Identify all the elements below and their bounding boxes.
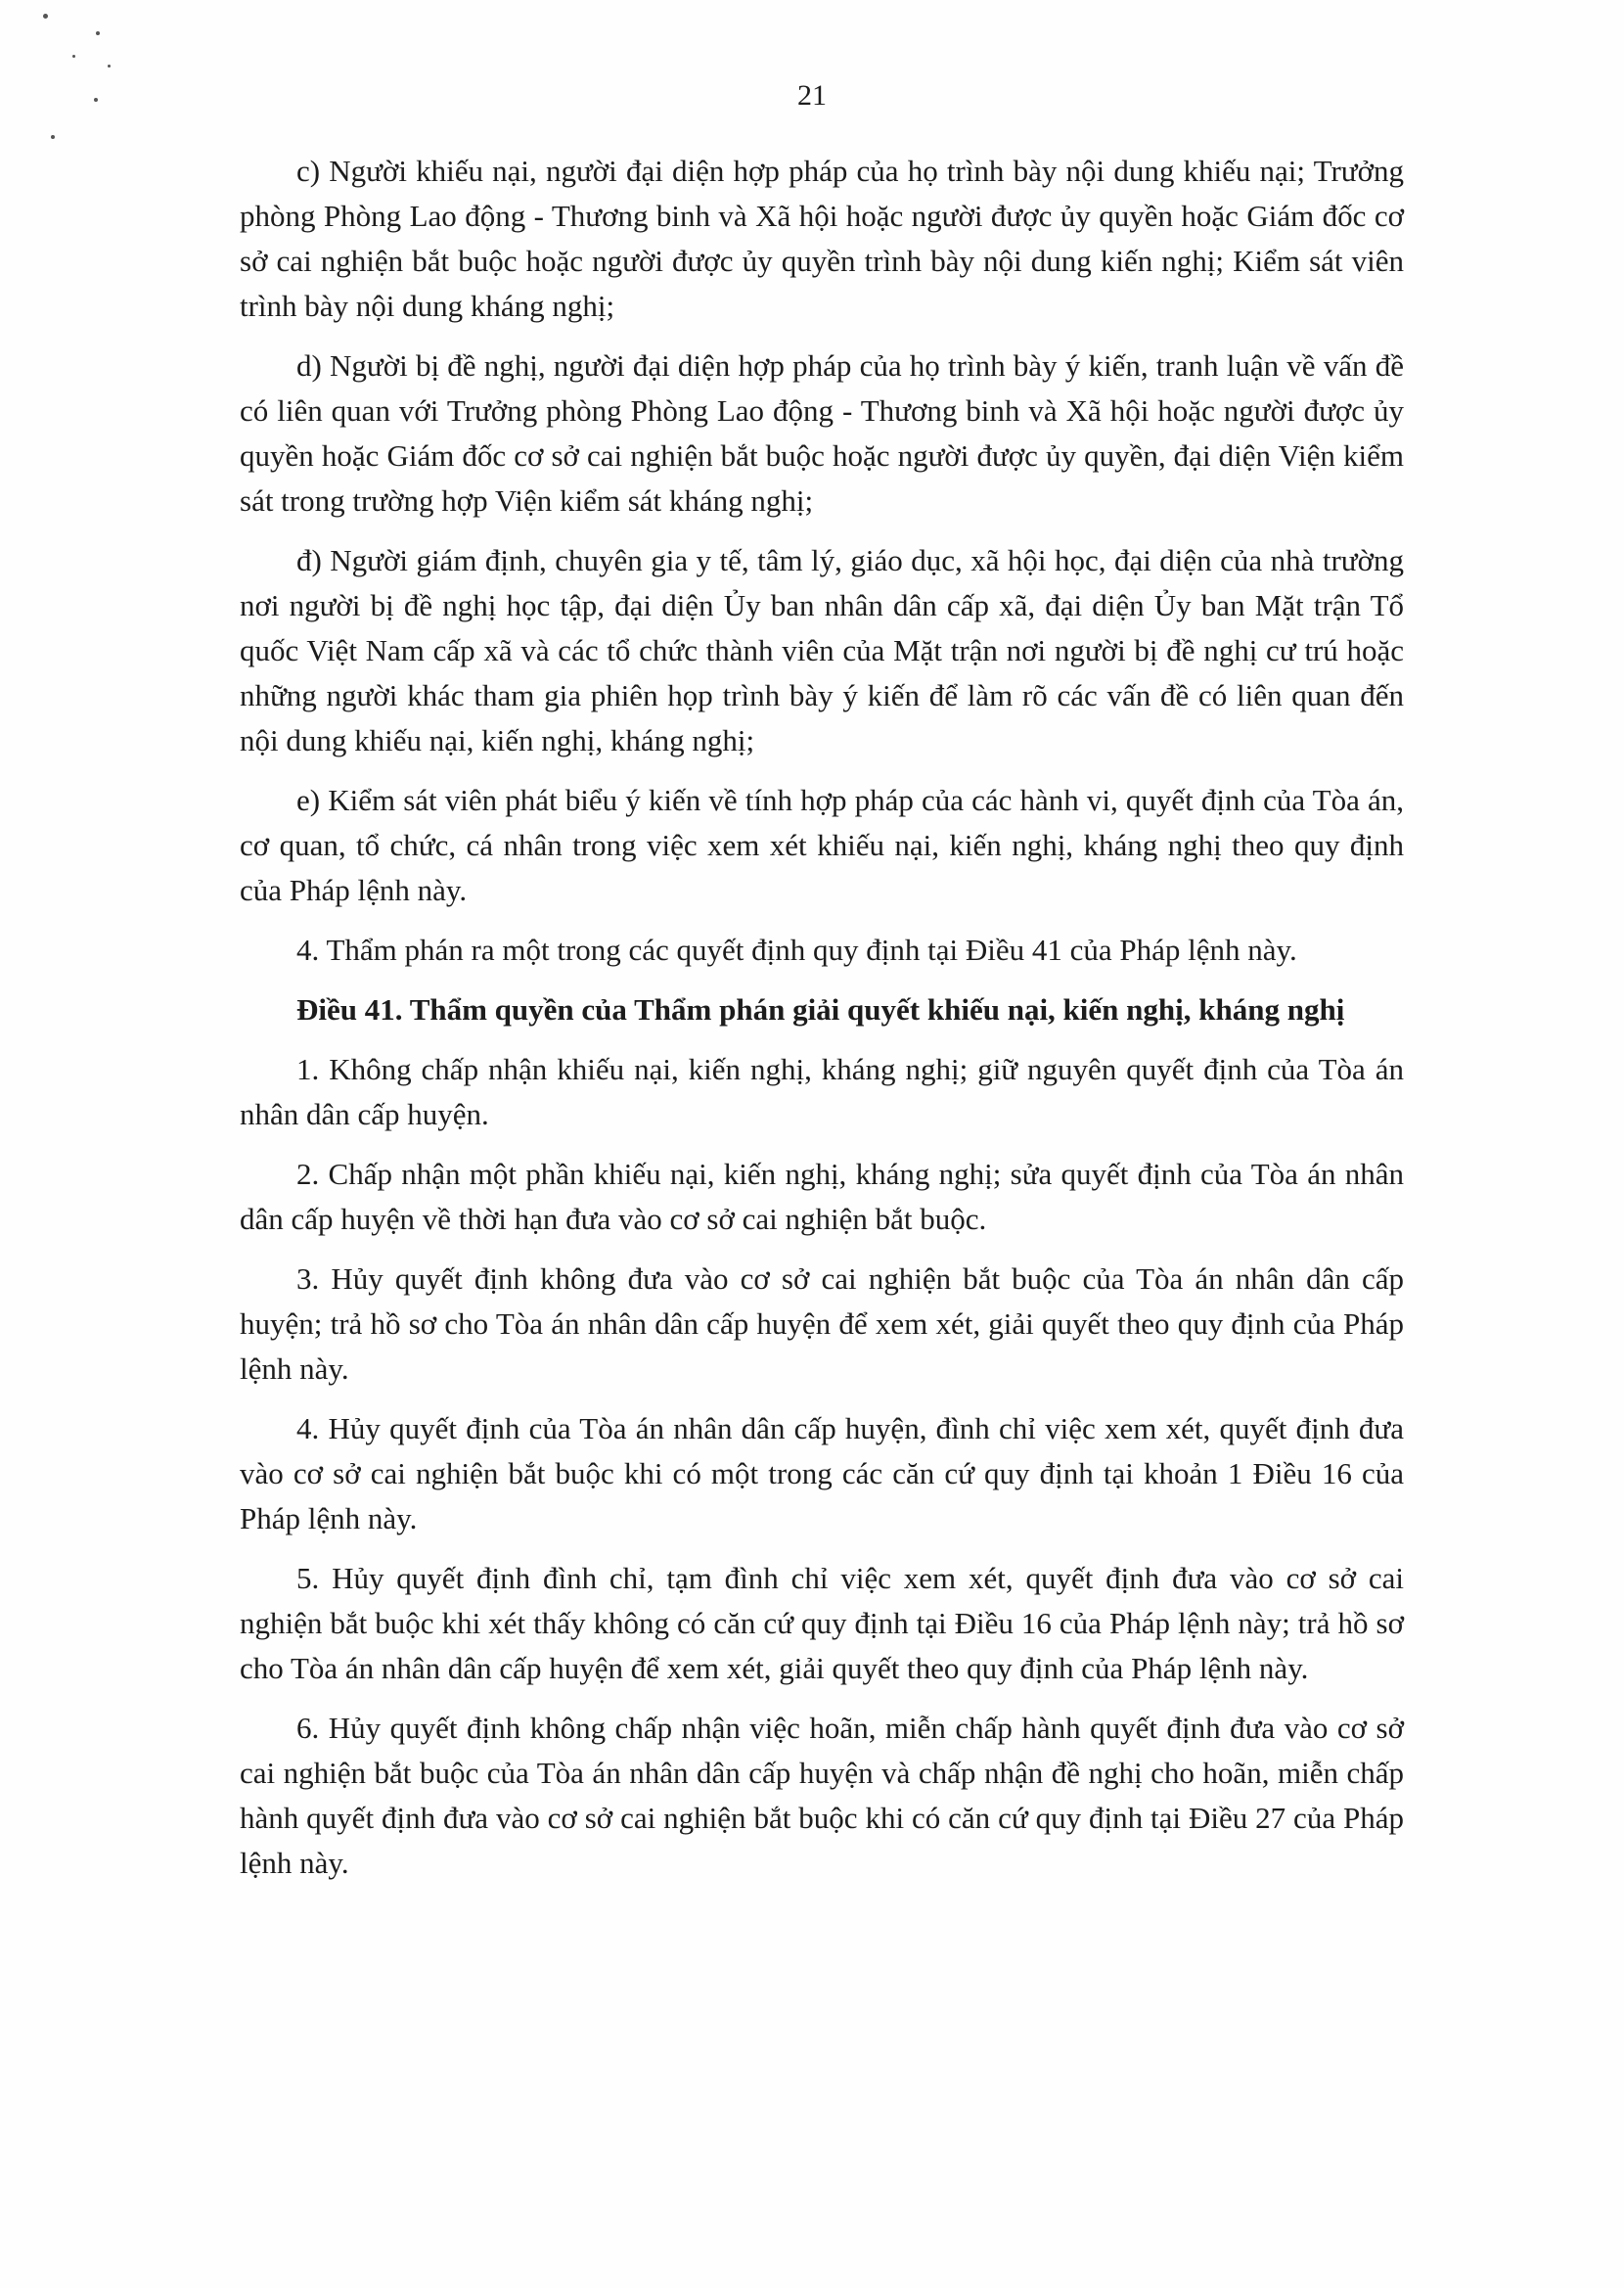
page-number: 21 [797,79,827,112]
paragraph-c: c) Người khiếu nại, người đại diện hợp pháp của họ trình bày nội dung khiếu nại; Trưởng phòng Phòng Lao động - Thương binh và Xã hội hoặc người được ủy quyền hoặc Giám đốc cơ sở cai nghiện bắt buộc hoặc người được ủy quyền trình bày nội dung kiến nghị; Kiểm sát viên trình bày nội dung kháng nghị; [240,154,1404,323]
article-item-2: 2. Chấp nhận một phần khiếu nại, kiến nghị, kháng nghị; sửa quyết định của Tòa án nhân dân cấp huyện về thời hạn đưa vào cơ sở cai nghiện bắt buộc. [240,1157,1404,1236]
scan-speck [108,65,111,68]
document-body [240,149,1404,1900]
scan-speck [51,135,55,139]
article-item-3: 3. Hủy quyết định không đưa vào cơ sở cai nghiện bắt buộc của Tòa án nhân dân cấp huyện; trả hồ sơ cho Tòa án nhân dân cấp huyện để xem xét, giải quyết theo quy định của Pháp lệnh này. [240,1261,1404,1386]
article-item-1: 1. Không chấp nhận khiếu nại, kiến nghị, kháng nghị; giữ nguyên quyết định của Tòa án nhân dân cấp huyện. [240,1052,1404,1131]
article-item-6: 6. Hủy quyết định không chấp nhận việc hoãn, miễn chấp hành quyết định đưa vào cơ sở cai nghiện bắt buộc của Tòa án nhân dân cấp huyện và chấp nhận đề nghị cho hoãn, miễn chấp hành quyết định đưa vào cơ sở cai nghiện bắt buộc khi có căn cứ quy định tại Điều 27 của Pháp lệnh này. [240,1711,1404,1880]
paragraph-e: e) Kiểm sát viên phát biểu ý kiến về tính hợp pháp của các hành vi, quyết định của Tòa án, cơ quan, tổ chức, cá nhân trong việc xem xét khiếu nại, kiến nghị, kháng nghị theo quy định của Pháp lệnh này. [240,783,1404,907]
paragraph-d: d) Người bị đề nghị, người đại diện hợp pháp của họ trình bày ý kiến, tranh luận về vấn đề có liên quan với Trưởng phòng Phòng Lao động - Thương binh và Xã hội hoặc người được ủy quyền hoặc Giám đốc cơ sở cai nghiện bắt buộc hoặc người được ủy quyền, đại diện Viện kiểm sát trong trường hợp Viện kiểm sát kháng nghị; [240,348,1404,518]
scan-speck [72,55,75,58]
paragraph-dd: đ) Người giám định, chuyên gia y tế, tâm lý, giáo dục, xã hội học, đại diện của nhà trường nơi người bị đề nghị học tập, đại diện Ủy ban nhân dân cấp xã, đại diện Ủy ban Mặt trận Tổ quốc Việt Nam cấp xã và các tổ chức thành viên của Mặt trận nơi người bị đề nghị cư trú hoặc những người khác tham gia phiên họp trình bày ý kiến để làm rõ các vấn đề có liên quan đến nội dung khiếu nại, kiến nghị, kháng nghị; [240,543,1404,757]
article-heading: Điều 41. Thẩm quyền của Thẩm phán giải quyết khiếu nại, kiến nghị, kháng nghị [296,992,1345,1027]
article-item-4: 4. Hủy quyết định của Tòa án nhân dân cấp huyện, đình chỉ việc xem xét, quyết định đưa vào cơ sở cai nghiện bắt buộc khi có một trong các căn cứ quy định tại khoản 1 Điều 16 của Pháp lệnh này. [240,1411,1404,1535]
paragraph-item-4: 4. Thẩm phán ra một trong các quyết định quy định tại Điều 41 của Pháp lệnh này. [296,933,1297,967]
scan-speck [96,31,100,35]
scan-speck [43,14,48,19]
article-item-5: 5. Hủy quyết định đình chỉ, tạm đình chỉ việc xem xét, quyết định đưa vào cơ sở cai nghiện bắt buộc khi xét thấy không có căn cứ quy định tại Điều 16 của Pháp lệnh này; trả hồ sơ cho Tòa án nhân dân cấp huyện để xem xét, giải quyết theo quy định của Pháp lệnh này. [240,1561,1404,1685]
